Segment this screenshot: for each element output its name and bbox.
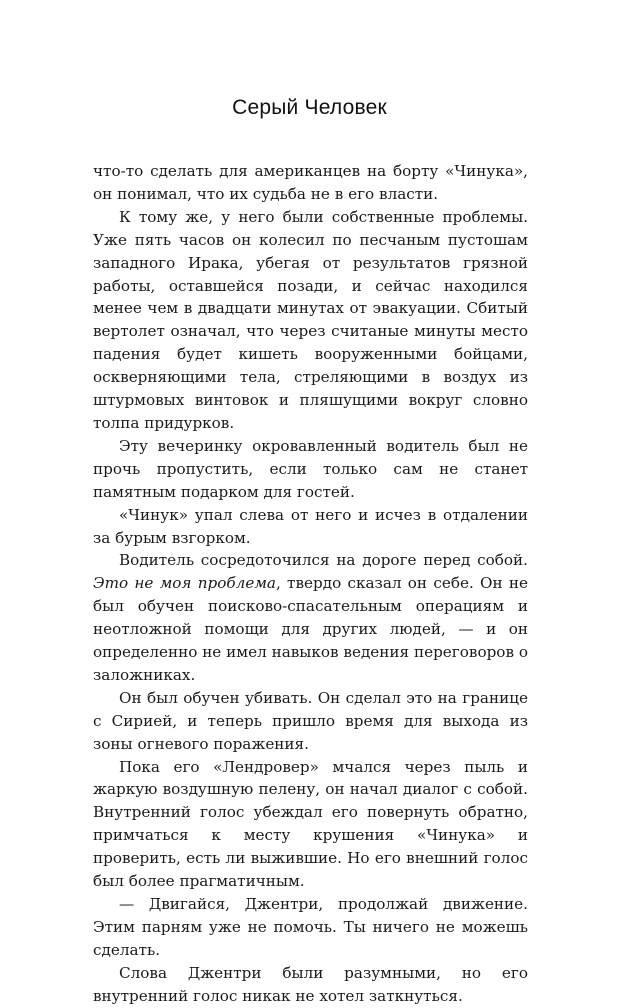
text-run: — Двигайся, Джентри, продолжай движение. Этим парням уже не помочь. Ты ничего не можешь сделать. — [93, 895, 528, 959]
paragraph — [93, 435, 528, 504]
paragraph — [93, 962, 528, 1008]
text-run: , твердо сказал он себе. Он не был обучен поисково-спасательным операциям и неотложной помощи для других людей, — и он определенно не имел навыков ведения переговоров о заложниках. — [93, 574, 528, 684]
text-run: Пока его «Лендровер» мчался через пыль и жаркую воздушную пелену, он начал диалог с собой. Внутренний голос убеждал его повернуть обратно, примчаться к месту крушения «Чинука» и проверить, есть ли выжившие. Но его внешний голос был более прагматичным. — [93, 757, 528, 891]
paragraph — [93, 687, 528, 756]
text-run: К тому же, у него были собственные проблемы. Уже пять часов он колесил по песчаным пустошам западного Ирака, убегая от результатов грязной работы, оставшейся позади, и сейчас находился менее чем в двадцати минутах от эвакуации. Сбитый вертолет означал, что через считаные минуты место падения будет кишеть вооруженными бойцами, оскверняющими тела, стреляющими в воздух из штурмовых винтовок и пляшущими вокруг словно толпа придурков. — [93, 207, 528, 432]
paragraph — [93, 504, 528, 550]
text-run: Слова Джентри были разумными, но его внутренний голос никак не хотел заткнуться. — [93, 963, 528, 1005]
text-run: что-то сделать для американцев на борту «Чинука», он понимал, что их судьба не в его власти. — [93, 162, 528, 203]
text-run: «Чинук» упал слева от него и исчез в отдалении за бурым взгорком. — [93, 505, 528, 547]
paragraph — [93, 756, 528, 893]
italic-text: Это не моя проблема — [93, 574, 276, 593]
paragraph — [93, 206, 528, 435]
text-run: Водитель сосредоточился на дороге перед собой. — [119, 551, 528, 570]
running-head: Серый Человек — [232, 96, 387, 119]
text-run: Он был обучен убивать. Он сделал это на границе с Сирией, и теперь пришло время для выхода из зоны огневого поражения. — [93, 688, 528, 753]
paragraph — [93, 160, 528, 206]
body-text — [93, 160, 528, 1008]
text-run: Эту вечеринку окровавленный водитель был не прочь пропустить, если только сам не станет памятным подарком для гостей. — [93, 436, 528, 501]
paragraph — [93, 893, 528, 962]
paragraph — [93, 549, 528, 686]
